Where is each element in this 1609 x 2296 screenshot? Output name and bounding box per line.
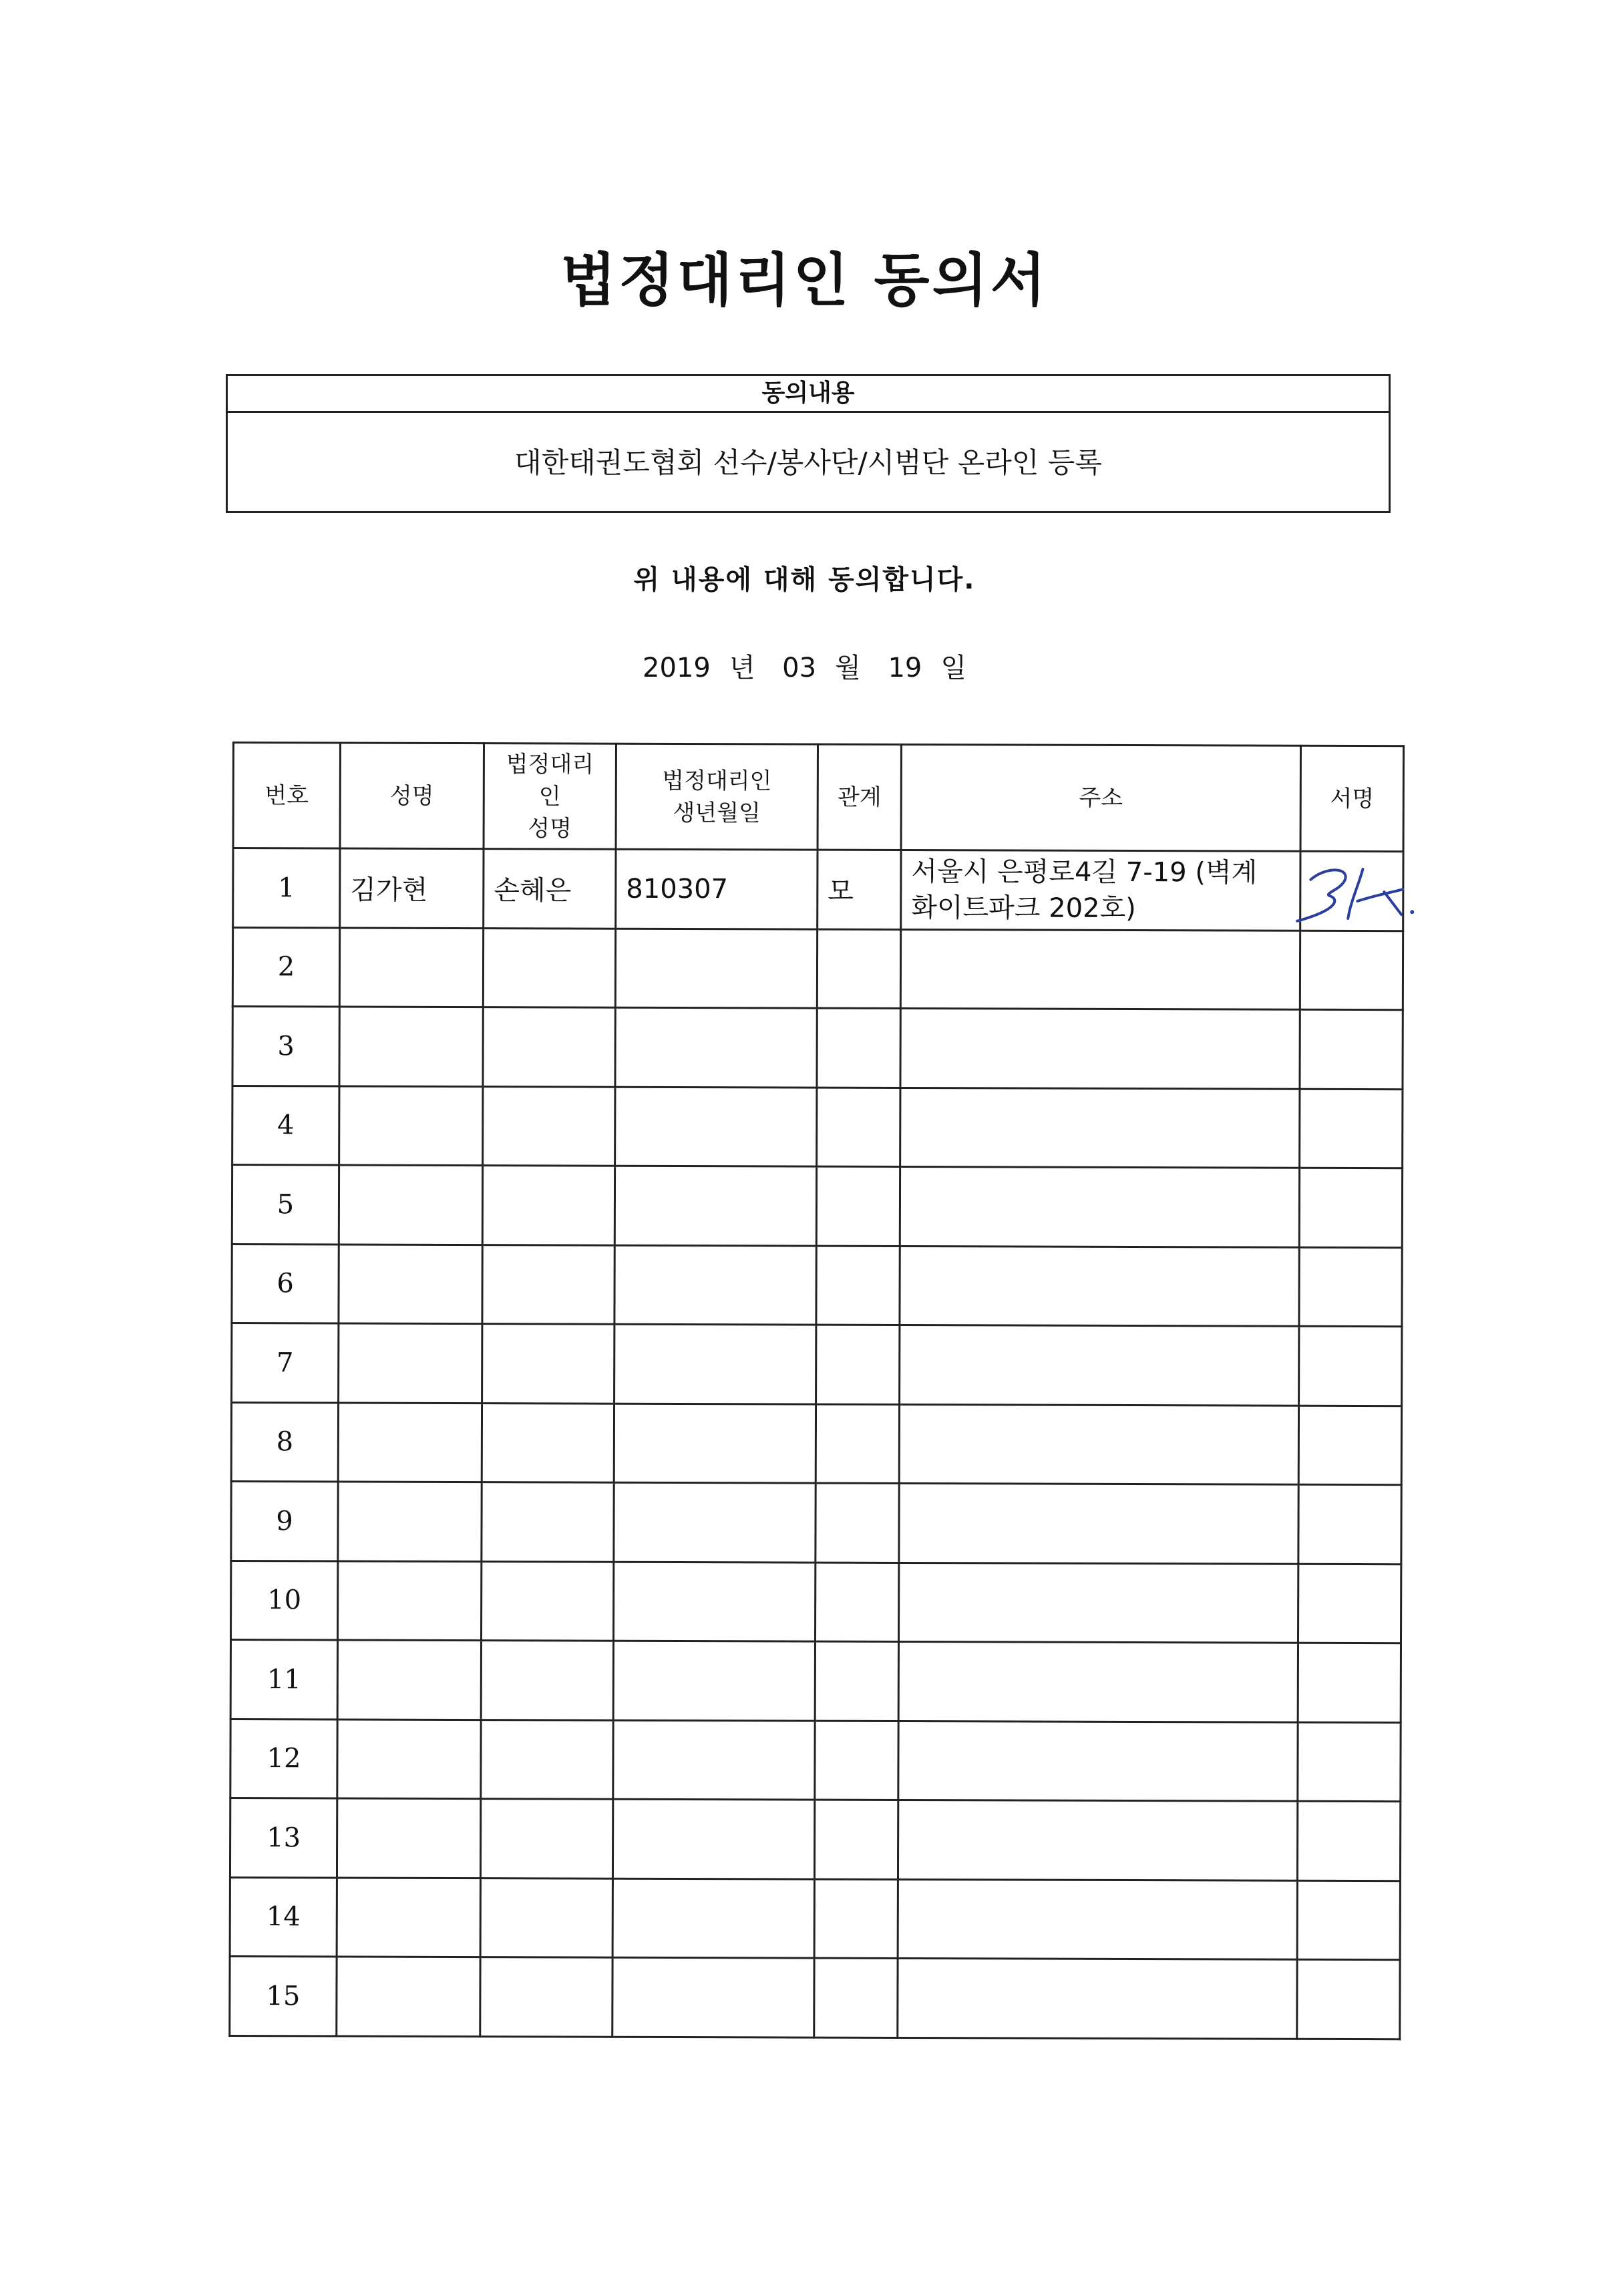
- cell-address: [899, 1563, 1298, 1643]
- cell-guardian-name: [480, 1878, 612, 1957]
- cell-number: 3: [232, 1007, 339, 1086]
- cell-name: [338, 1402, 482, 1482]
- cell-address: [900, 1008, 1300, 1088]
- cell-guardian-name: [483, 1007, 615, 1087]
- cell-number: 2: [232, 927, 339, 1007]
- cell-name: [339, 1007, 483, 1086]
- cell-guardian-birth: [615, 1007, 817, 1087]
- cell-relation: [814, 1958, 898, 2037]
- cell-signature: [1298, 1643, 1401, 1722]
- cell-name: 김가현: [340, 848, 484, 928]
- cell-signature: [1298, 1484, 1401, 1564]
- cell-guardian-name: [482, 1324, 614, 1404]
- handwritten-signature: [1284, 854, 1417, 928]
- cell-guardian-birth: [615, 1087, 817, 1166]
- cell-guardian-birth: [612, 1957, 814, 2037]
- header-number: 번호: [233, 743, 340, 848]
- date-month-unit: 월: [835, 653, 861, 683]
- cell-guardian-name: [482, 1403, 614, 1482]
- cell-number: 6: [232, 1244, 339, 1323]
- cell-signature: [1299, 1326, 1402, 1406]
- table-row: [232, 1323, 1402, 1406]
- date-day-unit: 일: [940, 653, 966, 683]
- cell-number: 1: [233, 848, 340, 928]
- cell-guardian-name: [482, 1166, 614, 1245]
- header-guardian-birth-line1: 법정대리인: [662, 767, 772, 794]
- cell-signature: [1297, 1959, 1400, 2039]
- table-row: [232, 1007, 1403, 1090]
- agreement-statement: 위 내용에 대해 동의합니다.: [633, 564, 976, 595]
- cell-address: [900, 1325, 1299, 1405]
- consent-box: [226, 374, 1391, 513]
- cell-relation: [816, 1325, 900, 1404]
- cell-guardian-birth: [614, 1324, 816, 1404]
- cell-signature: [1300, 931, 1403, 1010]
- cell-address: [899, 1483, 1298, 1563]
- cell-signature: [1300, 1089, 1403, 1168]
- cell-address: [898, 1721, 1298, 1801]
- cell-name: [339, 1323, 482, 1403]
- table-row: [231, 1481, 1401, 1564]
- cell-relation: [817, 929, 900, 1009]
- cell-guardian-birth: [612, 1878, 814, 1958]
- cell-guardian-birth: [614, 1482, 816, 1562]
- cell-signature: [1297, 1880, 1400, 1960]
- table-row: [230, 1719, 1401, 1802]
- cell-relation: [816, 1483, 899, 1563]
- cell-signature: [1298, 1722, 1401, 1802]
- cell-signature: [1299, 1168, 1402, 1247]
- table-row: [232, 1165, 1402, 1248]
- cell-address: [900, 1246, 1299, 1326]
- date-line: [0, 647, 1609, 685]
- header-relation: 관계: [818, 744, 901, 850]
- cell-address: [900, 1166, 1299, 1247]
- table-row: [230, 1798, 1400, 1880]
- cell-signature: [1300, 1009, 1403, 1089]
- cell-number: 11: [230, 1639, 337, 1719]
- table-row: [230, 1639, 1401, 1722]
- table-row: [232, 1244, 1402, 1327]
- cell-guardian-name: [482, 1245, 614, 1324]
- cell-relation: [817, 1008, 900, 1088]
- cell-address: [898, 1800, 1297, 1880]
- cell-signature: [1300, 851, 1403, 931]
- cell-guardian-name: [481, 1719, 613, 1799]
- cell-guardian-name: [480, 1957, 612, 2037]
- cell-address: [901, 850, 1300, 930]
- cell-number: 9: [231, 1481, 338, 1561]
- document-title: 법정대리인 동의서: [560, 247, 1049, 314]
- table-row: [231, 1561, 1401, 1643]
- cell-guardian-birth: [613, 1641, 815, 1720]
- cell-address: [898, 1958, 1297, 2038]
- header-guardian-name-line2: 인: [538, 782, 561, 810]
- cell-guardian-birth: [613, 1720, 815, 1800]
- cell-number: 4: [232, 1086, 339, 1165]
- cell-address-line1: 서울시 은평로4길 7-19 (벽계: [911, 856, 1258, 888]
- table-header-row: [233, 743, 1403, 852]
- cell-name: [338, 1482, 482, 1561]
- cell-name: [338, 1561, 482, 1640]
- consent-body: 대한태권도협회 선수/봉사단/시범단 온라인 등록: [514, 446, 1102, 479]
- cell-guardian-birth: [615, 929, 817, 1008]
- table-row: [230, 1956, 1400, 2039]
- cell-relation: [814, 1800, 898, 1879]
- cell-number: 15: [230, 1956, 337, 2035]
- header-guardian-name-line3: 성명: [528, 814, 572, 842]
- cell-address-line2: 화이트파크 202호): [911, 892, 1136, 924]
- table-row: [232, 1086, 1403, 1168]
- cell-guardian-birth: [614, 1562, 816, 1641]
- table-row: [233, 848, 1403, 931]
- cell-number: 8: [231, 1402, 338, 1482]
- cell-guardian-name: 손혜은: [484, 849, 616, 929]
- consent-header: 동의내용: [228, 376, 1389, 413]
- cell-signature: [1297, 1801, 1400, 1880]
- header-guardian-birth: [616, 744, 818, 850]
- cell-guardian-name: [482, 1482, 614, 1562]
- cell-guardian-name: [481, 1641, 613, 1720]
- cell-name: [337, 1877, 480, 1957]
- cell-address: [900, 1088, 1300, 1168]
- cell-guardian-birth: [612, 1799, 814, 1878]
- cell-signature: [1298, 1406, 1401, 1485]
- cell-name: [339, 1165, 482, 1245]
- cell-relation: [817, 1088, 900, 1167]
- table-row: [231, 1402, 1401, 1485]
- cell-name: [337, 1719, 481, 1798]
- cell-name: [337, 1798, 480, 1878]
- cell-name: [339, 1244, 482, 1323]
- cell-relation: [816, 1404, 899, 1484]
- cell-number: 14: [230, 1877, 337, 1957]
- guardian-roster-table: [228, 742, 1405, 2040]
- cell-address: [900, 929, 1300, 1009]
- cell-guardian-birth: 810307: [616, 849, 818, 929]
- cell-guardian-name: [483, 928, 615, 1007]
- cell-guardian-birth: [614, 1166, 816, 1245]
- cell-relation: [816, 1246, 900, 1325]
- header-guardian-name: [484, 744, 616, 850]
- cell-number: 10: [231, 1561, 338, 1640]
- table-row: [230, 1877, 1400, 1960]
- cell-number: 5: [232, 1165, 339, 1245]
- header-guardian-birth-line2: 생년월일: [673, 799, 761, 826]
- cell-relation: [816, 1166, 900, 1246]
- cell-guardian-birth: [614, 1245, 816, 1325]
- cell-address: [898, 1879, 1297, 1959]
- cell-guardian-name: [480, 1799, 612, 1878]
- cell-number: 12: [230, 1719, 337, 1798]
- date-day: 19: [888, 653, 922, 683]
- cell-guardian-name: [482, 1561, 614, 1641]
- cell-relation: [816, 1563, 899, 1642]
- cell-relation: 모: [818, 850, 901, 929]
- header-name: 성명: [340, 743, 484, 849]
- date-month: 03: [782, 653, 817, 683]
- cell-address: [899, 1404, 1298, 1484]
- date-year-unit: 년: [729, 653, 755, 683]
- cell-relation: [815, 1721, 898, 1800]
- cell-number: 13: [230, 1798, 337, 1877]
- header-address: 주소: [901, 744, 1300, 851]
- cell-relation: [815, 1641, 898, 1721]
- cell-name: [337, 1957, 480, 2036]
- date-year: 2019: [643, 653, 711, 683]
- cell-signature: [1299, 1247, 1402, 1327]
- table-row: [232, 927, 1403, 1010]
- cell-number: 7: [232, 1323, 339, 1403]
- header-signature: 서명: [1300, 746, 1403, 851]
- cell-name: [339, 1086, 483, 1165]
- header-guardian-name-line1: 법정대리: [506, 750, 594, 778]
- cell-signature: [1298, 1564, 1401, 1643]
- cell-guardian-name: [483, 1086, 615, 1166]
- cell-name: [337, 1640, 481, 1719]
- cell-guardian-birth: [614, 1404, 816, 1483]
- cell-address: [898, 1641, 1298, 1721]
- cell-relation: [814, 1879, 898, 1959]
- cell-name: [339, 927, 483, 1007]
